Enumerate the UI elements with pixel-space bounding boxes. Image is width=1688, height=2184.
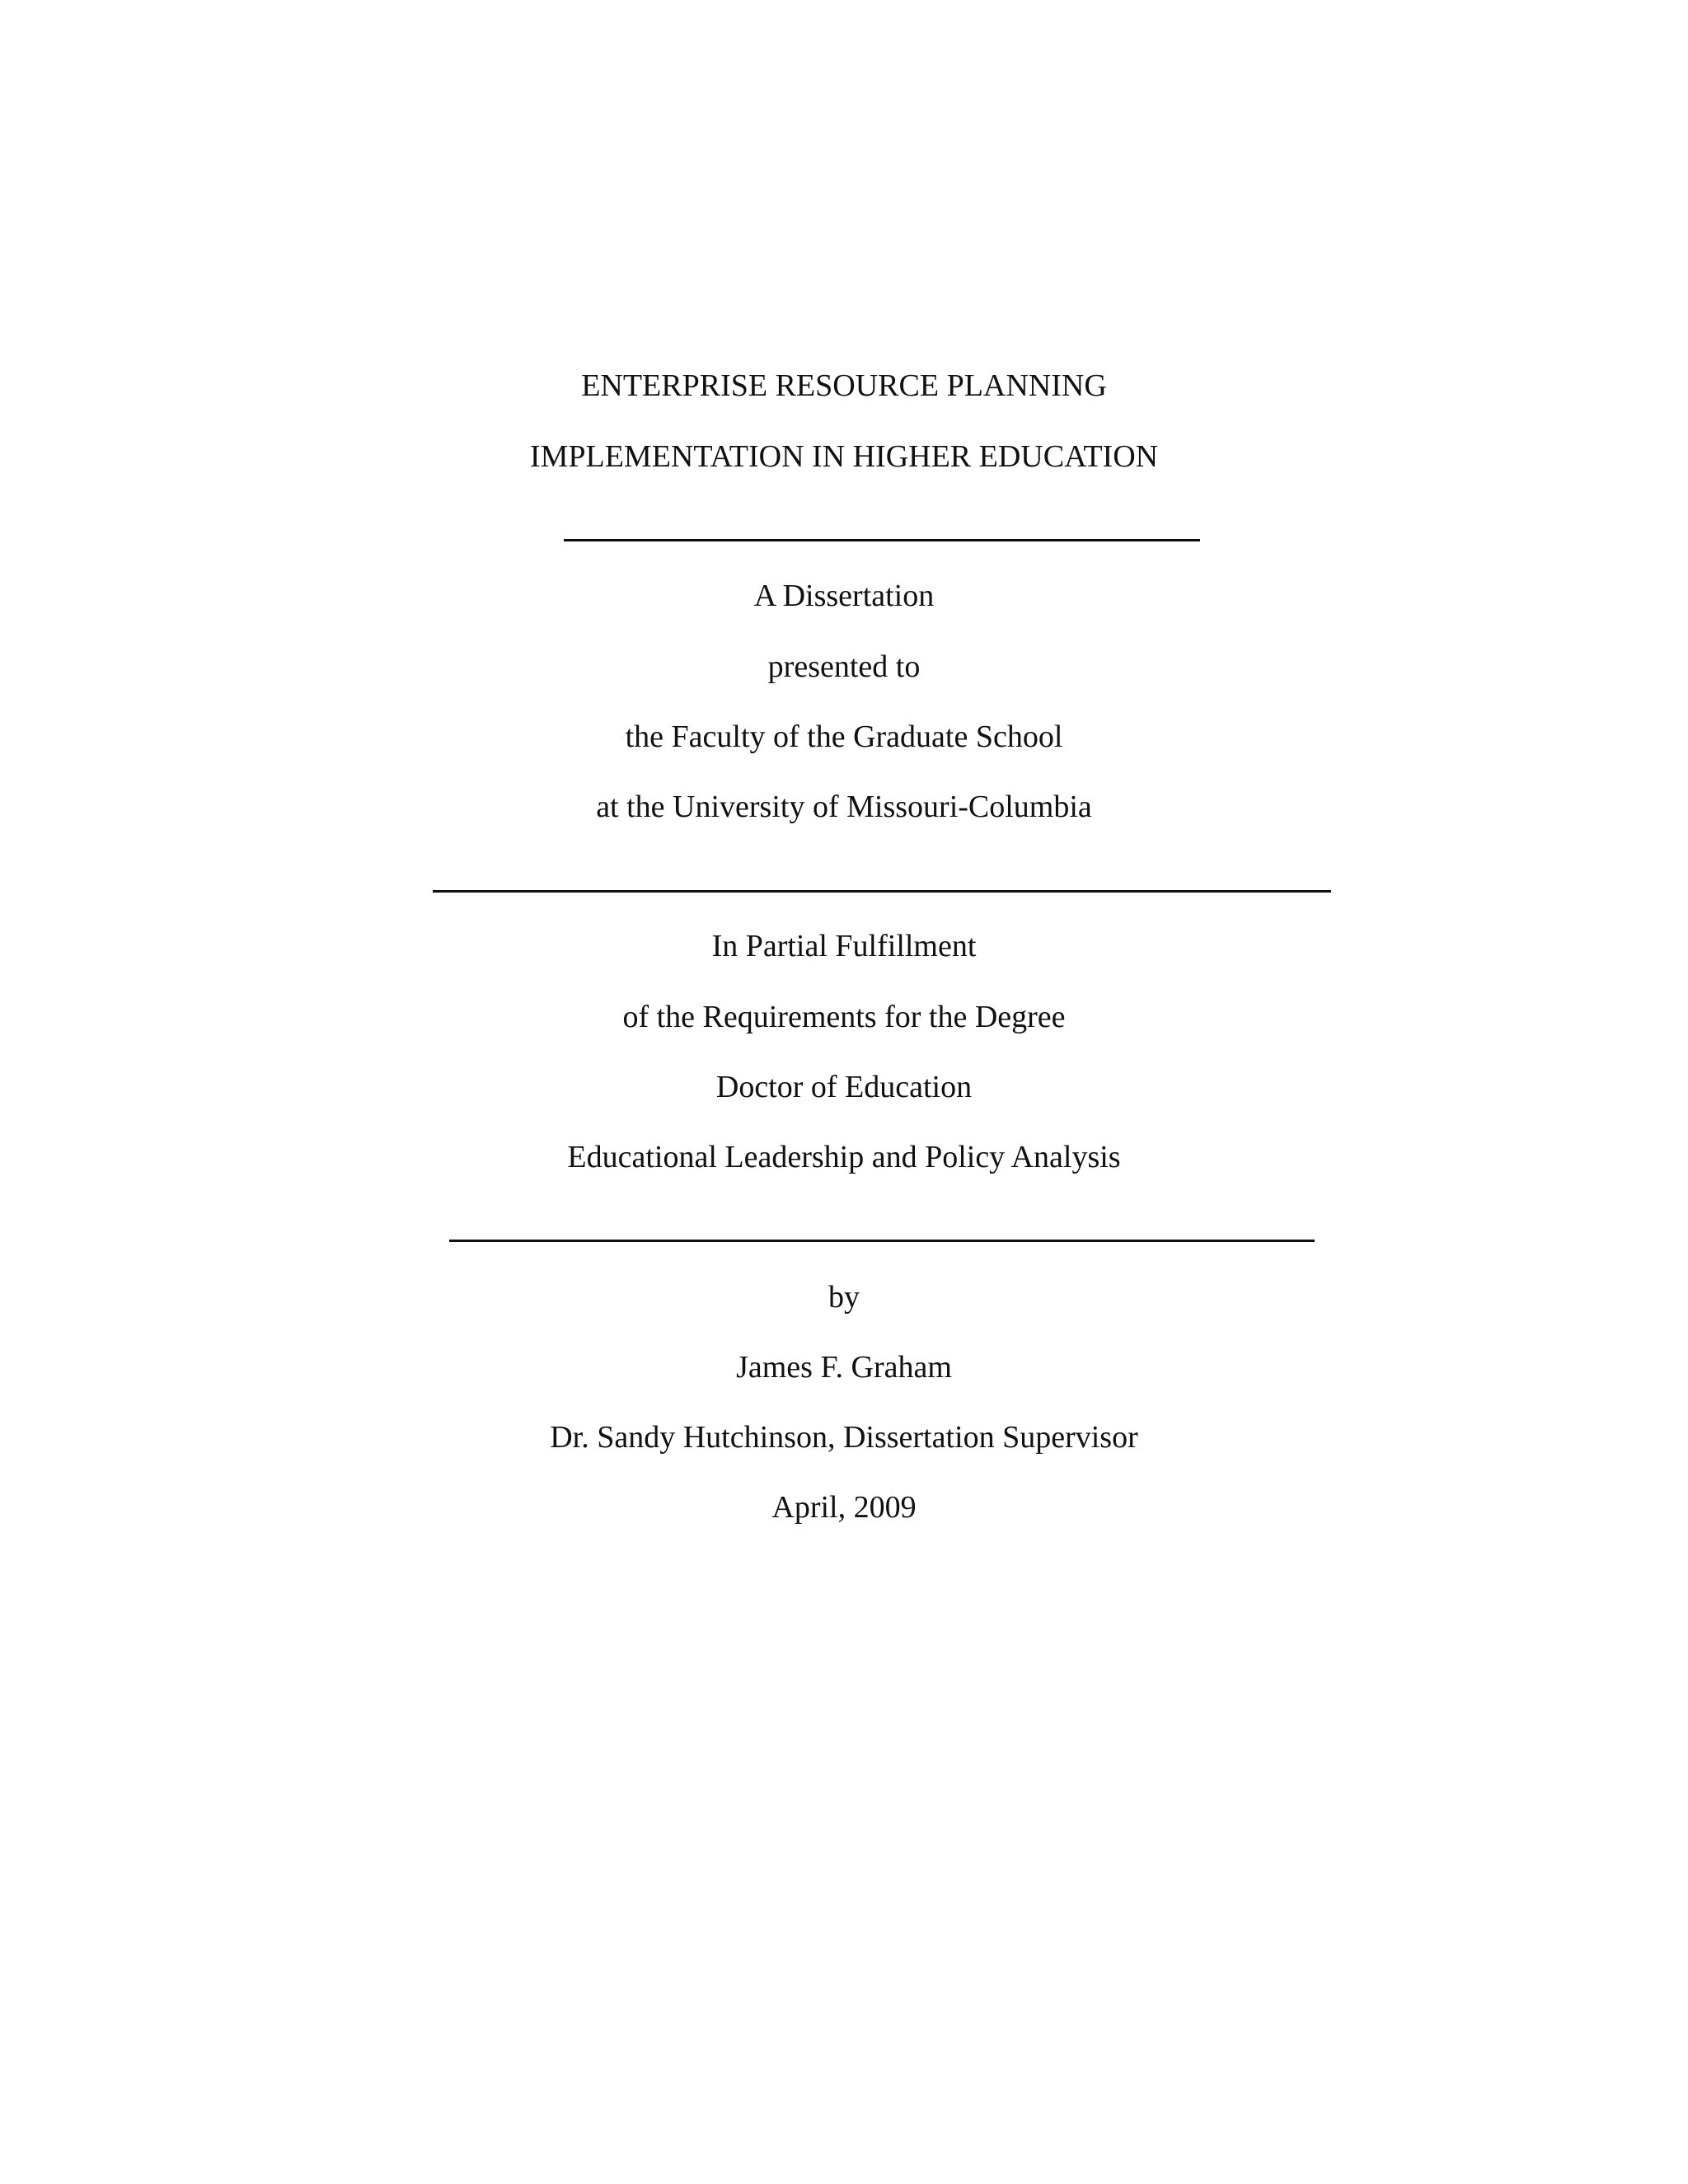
degree-text: Doctor of Education xyxy=(715,1070,973,1104)
fulfillment-text: In Partial Fulfillment xyxy=(711,929,977,963)
dissertation-label: A Dissertation xyxy=(753,579,935,613)
divider-rule-3 xyxy=(449,1240,1315,1242)
program-text: Educational Leadership and Policy Analysis xyxy=(567,1140,1121,1174)
divider-rule-2 xyxy=(433,890,1331,893)
supervisor-text: Dr. Sandy Hutchinson, Dissertation Supervisor xyxy=(550,1420,1138,1455)
by-text: by xyxy=(828,1280,860,1315)
title-line-2: IMPLEMENTATION IN HIGHER EDUCATION xyxy=(529,439,1159,474)
requirements-text: of the Requirements for the Degree xyxy=(622,1000,1066,1034)
author-name: James F. Graham xyxy=(736,1350,952,1385)
university-text: at the University of Missouri-Columbia xyxy=(596,790,1092,824)
title-line-1: ENTERPRISE RESOURCE PLANNING xyxy=(581,368,1107,403)
date-text: April, 2009 xyxy=(771,1490,917,1525)
presented-to-text: presented to xyxy=(767,649,921,684)
faculty-text: the Faculty of the Graduate School xyxy=(625,719,1063,754)
divider-rule-1 xyxy=(564,539,1200,541)
